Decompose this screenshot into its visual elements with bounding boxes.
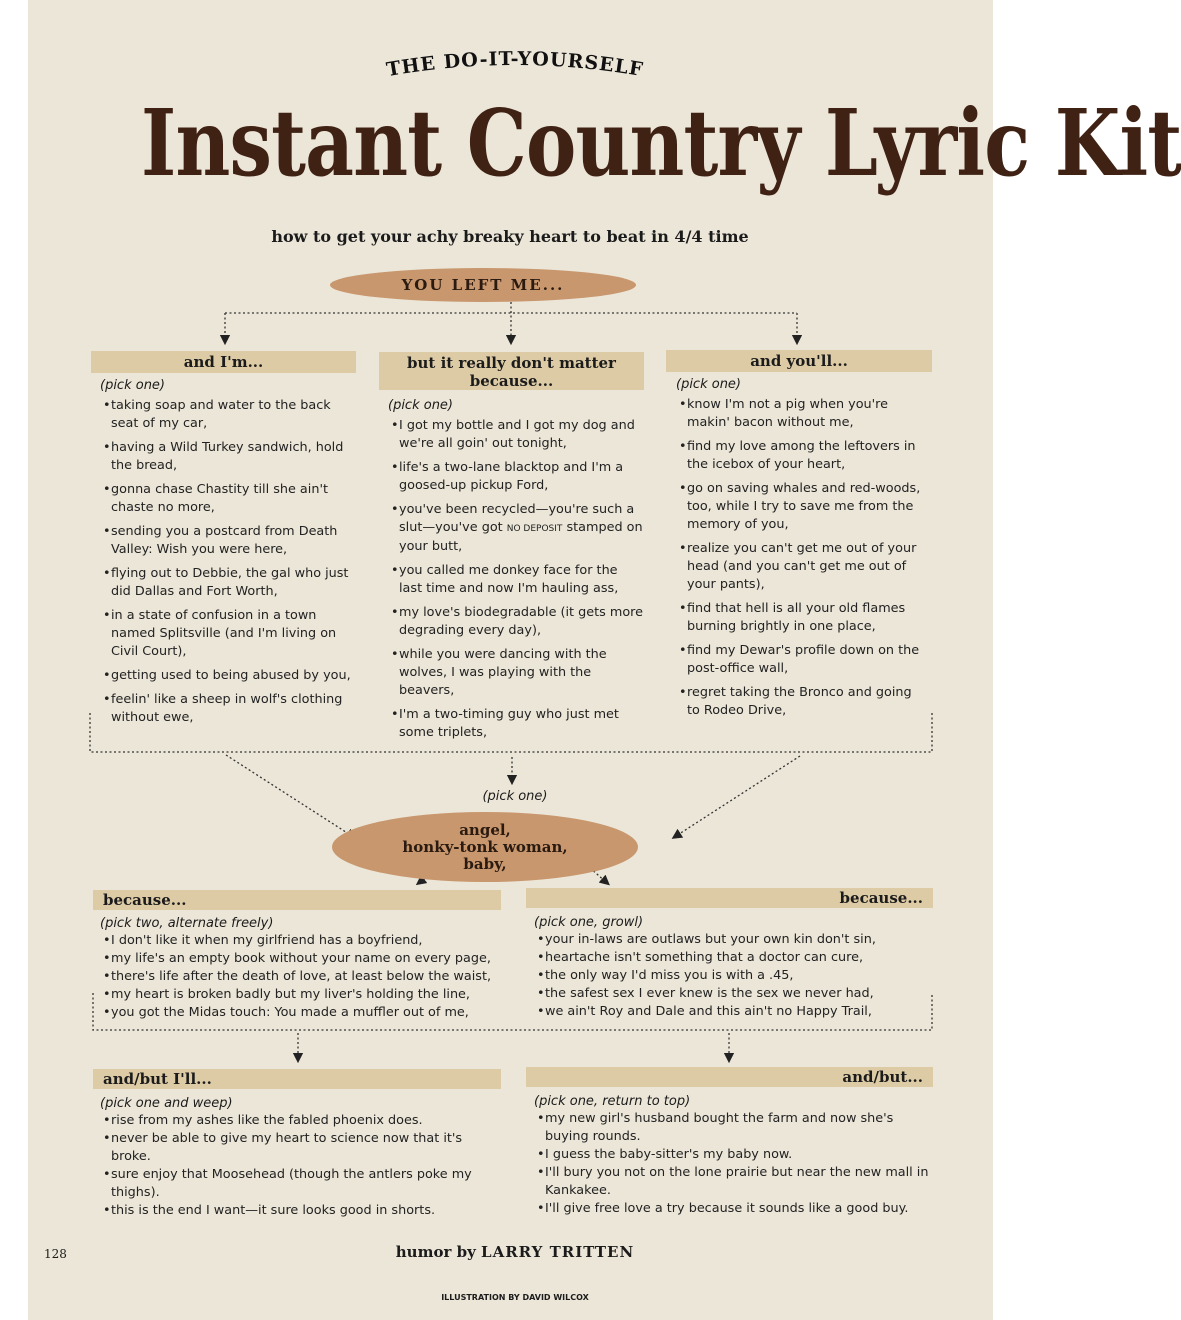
list-item <box>100 439 358 475</box>
bullet-icon: • <box>103 951 111 966</box>
item-text: you've been recycled—you're such a slut—you've got <box>399 502 635 535</box>
list-item <box>100 1130 505 1166</box>
item-text: find that hell is all your old flames burning brightly in one place, <box>687 601 906 634</box>
item-text: go on saving whales and red-woods, too, while I try to save me from the memory of you, <box>687 481 921 532</box>
andbut-left-list <box>100 1112 505 1220</box>
small-caps-text: NO DEPOSIT <box>506 524 563 534</box>
bullet-icon: • <box>537 1111 545 1126</box>
andbut-left-pick: (pick one and weep) <box>100 1096 233 1111</box>
col1-block <box>100 378 358 733</box>
item-text: life's a two-lane blacktop and I'm a goosed-up pickup Ford, <box>399 460 624 493</box>
item-text: flying out to Debbie, the gal who just did Dallas and Fort Worth, <box>111 566 349 599</box>
andbut-right-pick: (pick one, return to top) <box>534 1094 691 1109</box>
bullet-icon: • <box>103 482 111 497</box>
start-oval <box>330 268 636 302</box>
list-item <box>388 706 644 742</box>
andbut-right-heading: and/but... <box>526 1067 933 1087</box>
item-text: having a Wild Turkey sandwich, hold the bread, <box>111 440 344 473</box>
bullet-icon: • <box>103 440 111 455</box>
because-left-list <box>100 932 505 1022</box>
item-text: rise from my ashes like the fabled phoenix does. <box>111 1113 423 1128</box>
list-item <box>100 1004 505 1022</box>
col3-list <box>676 396 928 720</box>
bullet-icon: • <box>679 601 687 616</box>
andbut-right-block <box>534 1094 932 1218</box>
item-text: taking soap and water to the back seat of my car, <box>111 398 331 431</box>
item-text: I'll give free love a try because it sounds like a good buy. <box>545 1201 909 1216</box>
list-item <box>676 540 928 594</box>
item-text: we ain't Roy and Dale and this ain't no Happy Trail, <box>545 1004 872 1019</box>
bullet-icon: • <box>103 1113 111 1128</box>
item-text: I guess the baby-sitter's my baby now. <box>545 1147 793 1162</box>
item-text: my heart is broken badly but my liver's holding the line, <box>111 987 470 1002</box>
item-text: my life's an empty book without your name on every page, <box>111 951 491 966</box>
item-text: you got the Midas touch: You made a muffler out of me, <box>111 1005 469 1020</box>
col2-pick: (pick one) <box>388 398 454 413</box>
byline <box>200 1243 830 1261</box>
list-item <box>676 600 928 636</box>
page-number: 128 <box>44 1247 67 1261</box>
item-text: sending you a postcard from Death Valley: Wish you were here, <box>111 524 338 557</box>
middle-line-1: angel, <box>459 820 511 839</box>
item-text: heartache isn't something that a doctor can cure, <box>545 950 864 965</box>
item-text: I got my bottle and I got my dog and we're all goin' out tonight, <box>399 418 635 451</box>
item-text: regret taking the Bronco and going to Rodeo Drive, <box>687 685 912 718</box>
item-text: find my love among the leftovers in the icebox of your heart, <box>687 439 916 472</box>
col1-pick: (pick one) <box>100 378 166 393</box>
bullet-icon: • <box>537 950 545 965</box>
item-text: in a state of confusion in a town named Splitsville (and I'm living on Civil Court), <box>111 608 337 659</box>
author-name: LARRY TRITTEN <box>481 1243 635 1261</box>
because-right-heading: because... <box>526 888 933 908</box>
bullet-icon: • <box>103 692 111 707</box>
item-text: the safest sex I ever knew is the sex we never had, <box>545 986 874 1001</box>
list-item <box>534 1110 932 1146</box>
list-item <box>100 481 358 517</box>
list-item <box>534 931 932 949</box>
item-text: gonna chase Chastity till she ain't chaste no more, <box>111 482 328 515</box>
list-item <box>676 642 928 678</box>
list-item <box>100 932 505 950</box>
item-text: know I'm not a pig when you're makin' bacon without me, <box>687 397 889 430</box>
andbut-right-list <box>534 1110 932 1218</box>
item-text: getting used to being abused by you, <box>111 668 351 683</box>
byline-prefix: humor by <box>395 1243 482 1261</box>
arrow-left-to-oval <box>226 755 352 836</box>
item-text: the only way I'd miss you is with a .45, <box>545 968 794 983</box>
list-item <box>100 1112 505 1130</box>
item-text: feelin' like a sheep in wolf's clothing without ewe, <box>111 692 343 725</box>
item-text: find my Dewar's profile down on the post-office wall, <box>687 643 920 676</box>
col1-heading: and I'm... <box>91 351 356 373</box>
bullet-icon: • <box>391 460 399 475</box>
list-item <box>676 684 928 720</box>
because-left-heading: because... <box>93 890 501 910</box>
bullet-icon: • <box>103 524 111 539</box>
bullet-icon: • <box>537 968 545 983</box>
arrow-right-to-oval <box>676 756 800 836</box>
list-item <box>100 565 358 601</box>
bullet-icon: • <box>537 1201 545 1216</box>
bullet-icon: • <box>679 685 687 700</box>
list-item <box>534 1003 932 1021</box>
list-item <box>100 1202 505 1220</box>
andbut-left-block <box>100 1096 505 1220</box>
illustration-credit: ILLUSTRATION BY DAVID WILCOX <box>441 1293 589 1302</box>
list-item <box>388 604 644 640</box>
item-text: I'll bury you not on the lone prairie but near the new mall in Kankakee. <box>545 1165 929 1198</box>
item-text: my new girl's husband bought the farm and now she's buying rounds. <box>545 1111 894 1144</box>
bullet-icon: • <box>679 397 687 412</box>
bullet-icon: • <box>679 541 687 556</box>
item-text: I'm a two-timing guy who just met some triplets, <box>399 707 619 740</box>
list-item <box>534 967 932 985</box>
because-right-pick: (pick one, growl) <box>534 915 644 930</box>
bullet-icon: • <box>537 1147 545 1162</box>
page-title: Instant Country Lyric Kit <box>141 89 1181 197</box>
col3-block <box>676 377 928 726</box>
list-item <box>534 949 932 967</box>
list-item <box>388 417 644 453</box>
list-item <box>100 968 505 986</box>
svg-text:THE DO-IT-YOURSELF <box>385 48 645 81</box>
bullet-icon: • <box>103 933 111 948</box>
col3-heading: and you'll... <box>666 350 932 372</box>
list-item <box>100 986 505 1004</box>
because-right-list <box>534 931 932 1021</box>
list-item <box>100 950 505 968</box>
bullet-icon: • <box>679 481 687 496</box>
list-item <box>534 1146 932 1164</box>
item-text: you called me donkey face for the last time and now I'm hauling ass, <box>399 563 619 596</box>
list-item <box>676 480 928 534</box>
list-item <box>676 438 928 474</box>
middle-line-2: honky-tonk woman, <box>402 837 568 856</box>
bullet-icon: • <box>537 1165 545 1180</box>
bullet-icon: • <box>391 647 399 662</box>
item-text: stamped on your butt, <box>399 520 643 554</box>
list-item <box>100 667 358 685</box>
col2-list <box>388 417 644 742</box>
bullet-icon: • <box>103 1005 111 1020</box>
list-item <box>100 1166 505 1202</box>
item-text: I don't like it when my girlfriend has a boyfriend, <box>111 933 423 948</box>
bullet-icon: • <box>679 643 687 658</box>
list-item <box>534 985 932 1003</box>
item-text: realize you can't get me out of your head (and you can't get me out of your pants), <box>687 541 917 592</box>
col1-list <box>100 397 358 727</box>
bullet-icon: • <box>391 502 399 517</box>
list-item <box>100 523 358 559</box>
bullet-icon: • <box>679 439 687 454</box>
list-item <box>100 691 358 727</box>
bullet-icon: • <box>537 986 545 1001</box>
bullet-icon: • <box>391 605 399 620</box>
item-text: never be able to give my heart to science now that it's broke. <box>111 1131 463 1164</box>
list-item <box>388 459 644 495</box>
bullet-icon: • <box>391 563 399 578</box>
bullet-icon: • <box>103 398 111 413</box>
item-text: my love's biodegradable (it gets more degrading every day), <box>399 605 644 638</box>
because-left-pick: (pick two, alternate freely) <box>100 916 274 931</box>
bullet-icon: • <box>103 668 111 683</box>
subtitle: how to get your achy breaky heart to beat in 4/4 time <box>271 227 749 246</box>
list-item <box>388 562 644 598</box>
list-item <box>388 646 644 700</box>
bullet-icon: • <box>103 566 111 581</box>
kicker-text: THE DO-IT-YOURSELF <box>384 47 646 82</box>
list-item <box>534 1164 932 1200</box>
list-item <box>100 607 358 661</box>
bullet-icon: • <box>537 1004 545 1019</box>
middle-line-3: baby, <box>463 854 507 873</box>
item-text: sure enjoy that Moosehead (though the antlers poke my thighs). <box>111 1167 472 1200</box>
because-left-block <box>100 916 505 1022</box>
because-right-block <box>534 915 932 1021</box>
middle-oval <box>332 812 638 882</box>
item-text: this is the end I want—it sure looks good in shorts. <box>111 1203 436 1218</box>
list-item <box>534 1200 932 1218</box>
bullet-icon: • <box>103 1203 111 1218</box>
andbut-left-heading: and/but I'll... <box>93 1069 501 1089</box>
bullet-icon: • <box>103 608 111 623</box>
bullet-icon: • <box>391 418 399 433</box>
bullet-icon: • <box>103 1167 111 1182</box>
middle-pick: (pick one) <box>482 789 548 804</box>
list-item <box>388 501 644 556</box>
item-text: while you were dancing with the wolves, I was playing with the beavers, <box>399 647 607 698</box>
list-item <box>100 397 358 433</box>
bullet-icon: • <box>103 969 111 984</box>
bullet-icon: • <box>537 932 545 947</box>
col2-heading: but it really don't matter because... <box>379 352 644 390</box>
bullet-icon: • <box>103 987 111 1002</box>
bullet-icon: • <box>103 1131 111 1146</box>
col3-pick: (pick one) <box>676 377 742 392</box>
col2-block <box>388 398 644 748</box>
item-text: there's life after the death of love, at least below the waist, <box>111 969 492 984</box>
bullet-icon: • <box>391 707 399 722</box>
start-label: YOU LEFT ME... <box>401 276 565 294</box>
list-item <box>676 396 928 432</box>
item-text: your in-laws are outlaws but your own kin don't sin, <box>545 932 876 947</box>
